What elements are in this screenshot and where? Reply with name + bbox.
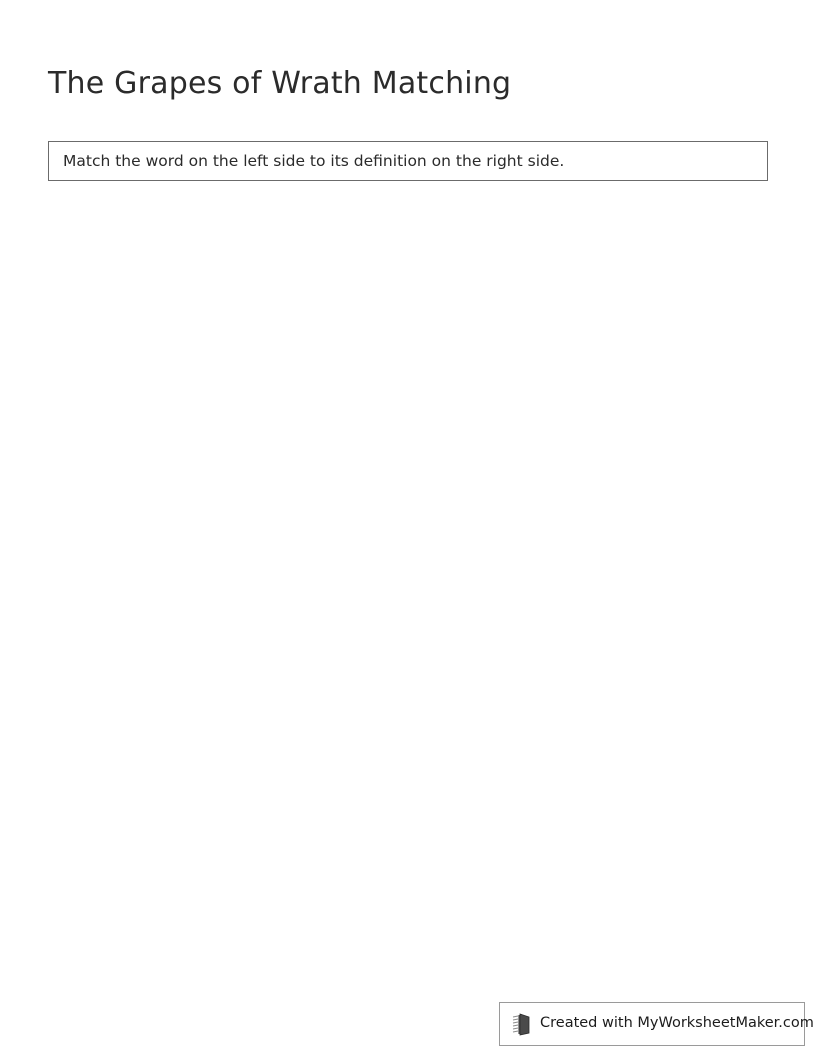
footer-credit-text: Created with MyWorksheetMaker.com xyxy=(540,1015,814,1032)
footer-credit-badge xyxy=(499,1002,814,1046)
book-logo-icon xyxy=(512,1012,532,1036)
matching-columns-area xyxy=(48,205,768,965)
instructions-text: Match the word on the left side to its definition on the right side. xyxy=(63,151,565,170)
page-title: The Grapes of Wrath Matching xyxy=(48,66,512,102)
instructions-box xyxy=(48,141,768,181)
